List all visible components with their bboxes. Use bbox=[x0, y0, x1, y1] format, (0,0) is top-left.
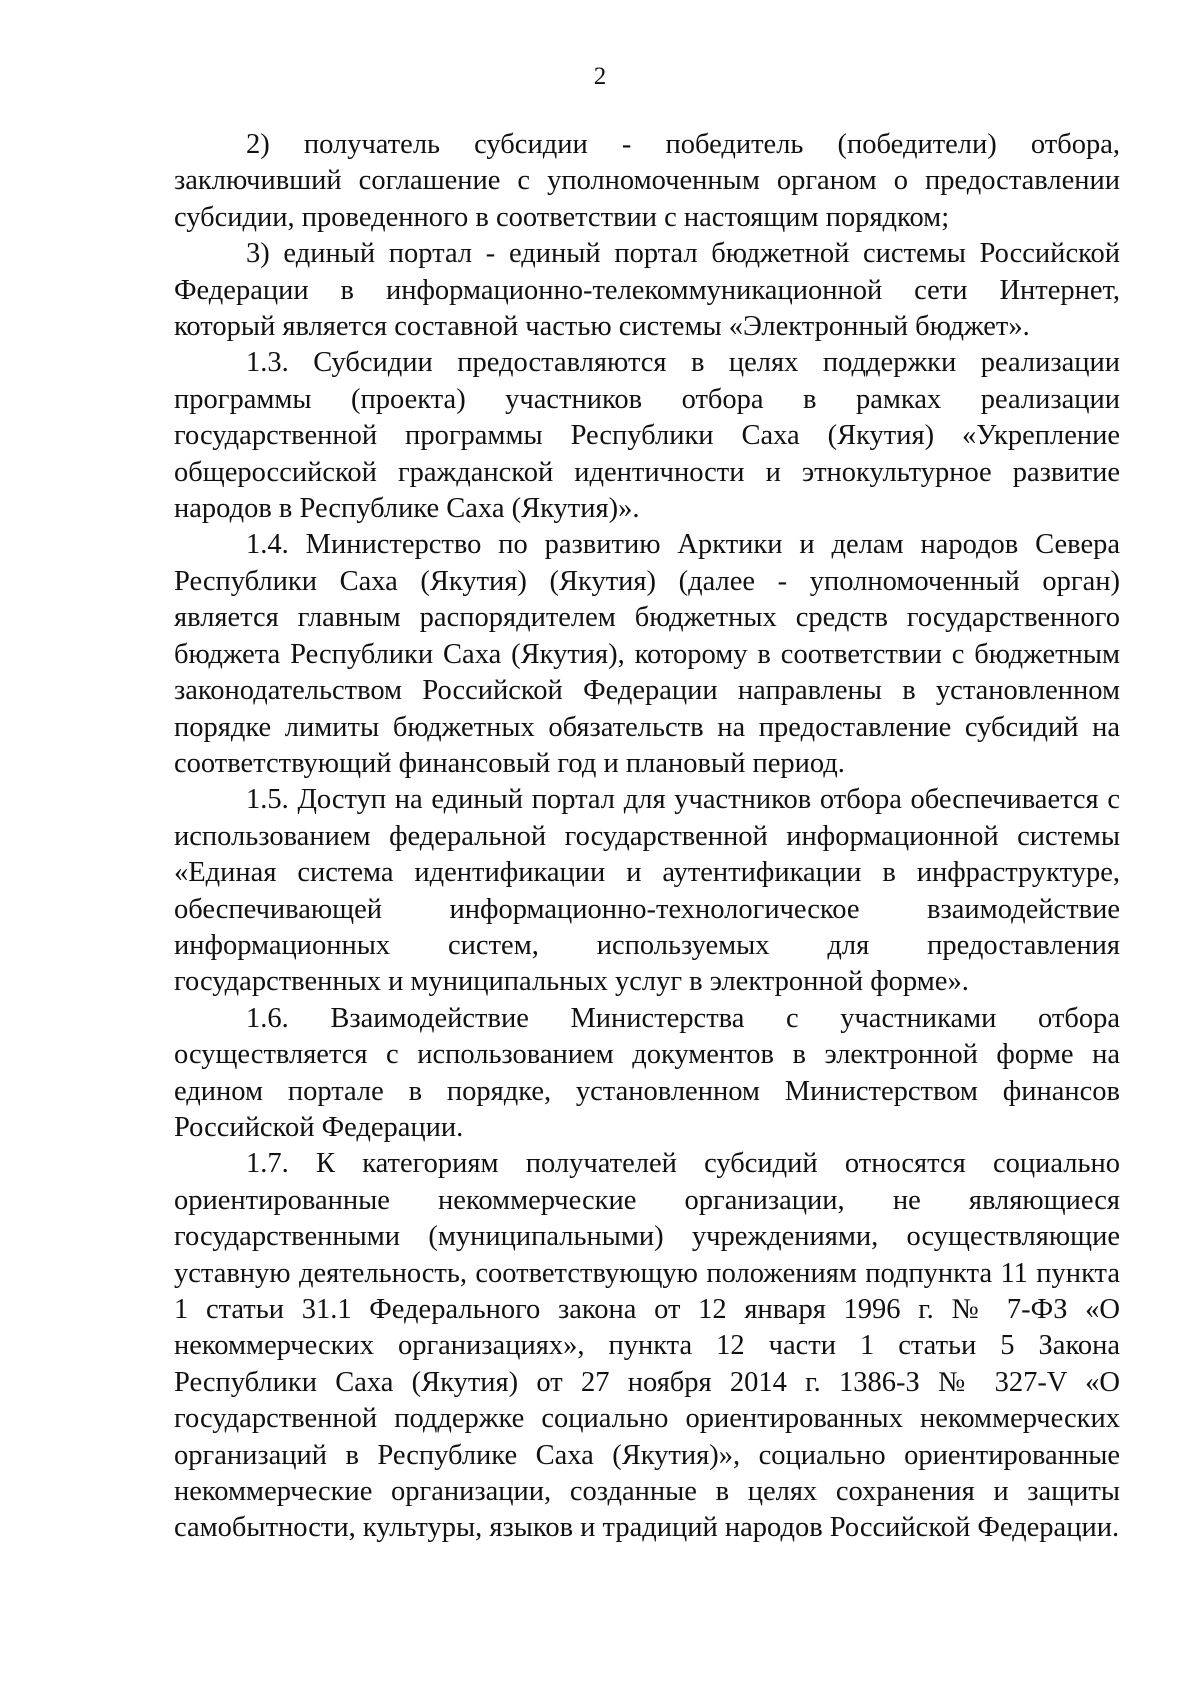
paragraph-recipient-definition: 2) получатель субсидии - победитель (победители) отбора, заключивший соглашение с уполномоченным органом о предоставлении субсидии, проведенного в соответствии с настоящим порядком; bbox=[174, 129, 1120, 233]
document-body bbox=[174, 127, 1120, 1547]
paragraph-1-4-ministry: 1.4. Министерство по развитию Арктики и делам народов Севера Республики Саха (Якутия) (Якутия) (далее - уполномоченный орган) является главным распорядителем бюджетных средств государственного бюджета Республики Саха (Якутия), которому в соответствии с бюджетным законодательством Российской Федерации направлены в установленном порядке лимиты бюджетных обязательств на предоставление субсидий на соответствующий финансовый год и плановый период. bbox=[174, 529, 1120, 779]
paragraph-1-3-purpose: 1.3. Субсидии предоставляются в целях поддержки реализации программы (проекта) участников отбора в рамках реализации государственной программы Республики Саха (Якутия) «Укрепление общероссийской гражданской идентичности и этнокультурное развитие народов в Республике Саха (Якутия)». bbox=[174, 347, 1120, 525]
page-number: 2 bbox=[593, 63, 607, 90]
paragraph-1-6-interaction: 1.6. Взаимодействие Министерства с участниками отбора осуществляется с использованием документов в электронной форме на едином портале в порядке, установленном Министерством финансов Российской Федерации. bbox=[174, 1002, 1120, 1143]
paragraph-single-portal-definition: 3) единый портал - единый портал бюджетной системы Российской Федерации в информационно-телекоммуникационной сети Интернет, который является составной частью системы «Электронный бюджет». bbox=[174, 238, 1120, 343]
paragraph-1-7-recipient-categories: 1.7. К категориям получателей субсидий относятся социально ориентированные некоммерческие организации, не являющиеся государственными (муниципальными) учреждениями, осуществляющие уставную деятельность, соответствующую положениям подпункта 11 пункта 1 статьи 31.1 Федерального закона от 12 января 1996 г. № 7-ФЗ «О некоммерческих организациях», пункта 12 части 1 статьи 5 Закона Республики Саха (Якутия) от 27 ноября 2014 г. 1386-З № 327-V «О государственной поддержке социально ориентированных некоммерческих организаций в Республике Саха (Якутия)», социально ориентированные некоммерческие организации, созданные в целях сохранения и защиты самобытности, культуры, языков и традиций народов Российской Федерации. bbox=[174, 1148, 1120, 1544]
paragraph-1-5-portal-access: 1.5. Доступ на единый портал для участников отбора обеспечивается с использованием федеральной государственной информационной системы «Единая система идентификации и аутентификации в инфраструктуре, обеспечивающей информационно-технологическое взаимодействие информационных систем, используемых для предоставления государственных и муниципальных услуг в электронной форме». bbox=[174, 784, 1120, 998]
